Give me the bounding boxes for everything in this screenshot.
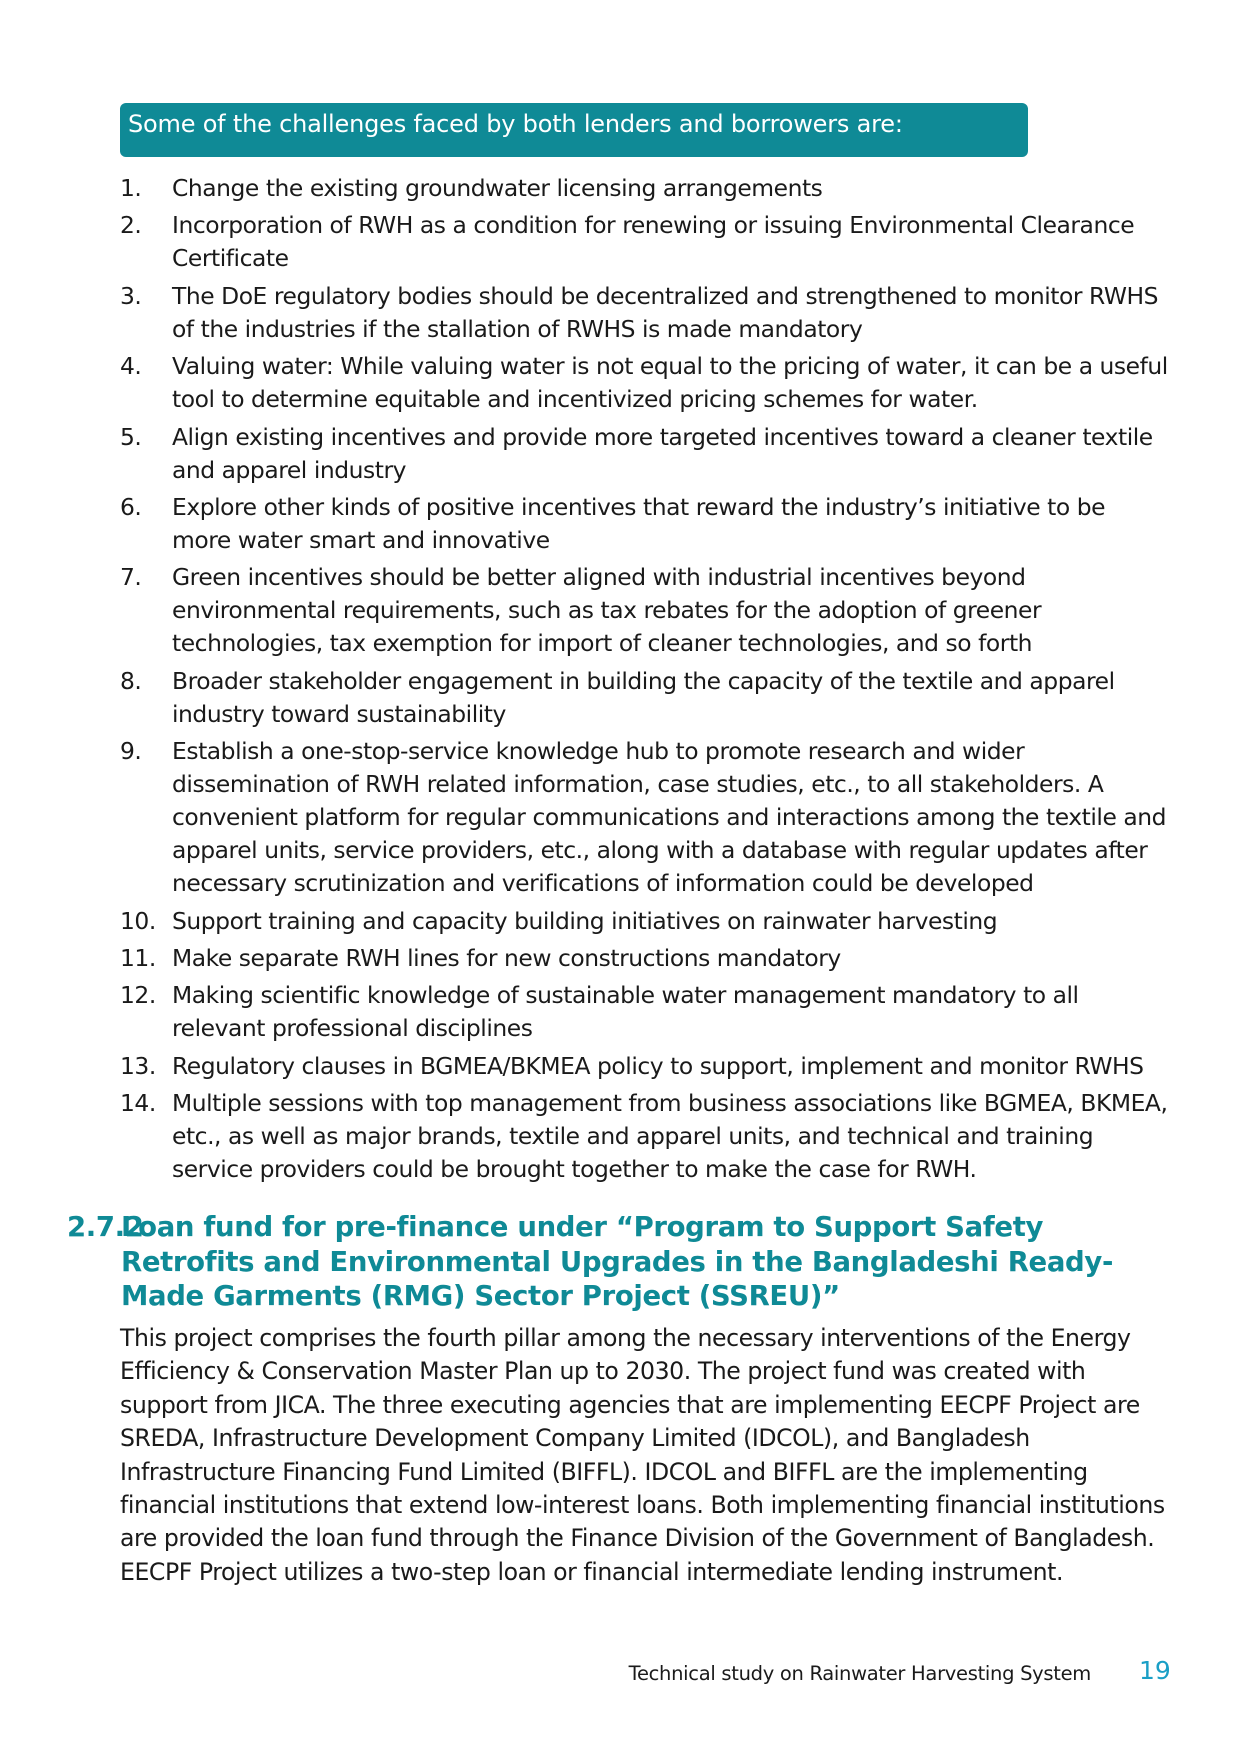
list-item xyxy=(120,1087,1170,1186)
list-item-number: 2. xyxy=(120,211,142,240)
list-item-number: 8. xyxy=(120,666,142,695)
list-item-number: 13. xyxy=(120,1051,156,1080)
list-item xyxy=(120,172,1170,205)
list-item xyxy=(120,905,1170,938)
list-item xyxy=(120,421,1170,487)
list-item-text: Incorporation of RWH as a condition for renewing or issuing Environmental Clearance Certificate xyxy=(172,211,1135,273)
section-heading xyxy=(67,1210,1177,1314)
list-item xyxy=(120,979,1170,1045)
list-item xyxy=(120,561,1170,660)
list-item-text: Regulatory clauses in BGMEA/BKMEA policy to support, implement and monitor RWHS xyxy=(172,1051,1144,1080)
list-item-number: 9. xyxy=(120,737,142,766)
list-item-text: Green incentives should be better aligned with industrial incentives beyond environmental requirements, such as tax rebates for the adoption of greener technologies, tax exemption for import of cleaner technologies, and so forth xyxy=(172,563,1042,658)
page-number: 19 xyxy=(1139,1656,1171,1685)
list-item-text: Explore other kinds of positive incentives that reward the industry’s initiative to be more water smart and innovative xyxy=(172,492,1106,554)
list-item-number: 14. xyxy=(120,1089,156,1118)
section-title: Loan fund for pre-finance under “Program to Support Safety Retrofits and Environmental Upgrades in the Bangladeshi Ready-Made Garments (RMG) Sector Project (SSREU)” xyxy=(121,1211,1114,1312)
footer-title: Technical study on Rainwater Harvesting System xyxy=(628,1662,1091,1685)
list-item-number: 5. xyxy=(120,422,142,451)
list-item-text: Support training and capacity building initiatives on rainwater harvesting xyxy=(172,906,998,935)
body-paragraph: This project comprises the fourth pillar among the necessary interventions of the Energy Efficiency & Conservation Master Plan up to 2030. The project fund was created with support from JICA. The three executing agencies that are implementing EECPF Project are SREDA, Infrastructure Development Company Limited (IDCOL), and Bangladesh Infrastructure Financing Fund Limited (BIFFL). IDCOL and BIFFL are the implementing financial institutions that extend low-interest loans. Both implementing financial institutions are provided the loan fund through the Finance Division of the Government of Bangladesh. EECPF Project utilizes a two-step loan or financial intermediate lending instrument. xyxy=(120,1324,1165,1586)
list-item xyxy=(120,209,1170,275)
challenges-list xyxy=(120,172,1170,1190)
list-item-number: 12. xyxy=(120,981,156,1010)
list-item xyxy=(120,1050,1170,1083)
list-item-text: The DoE regulatory bodies should be decentralized and strengthened to monitor RWHS of the industries if the stallation of RWHS is made mandatory xyxy=(172,281,1159,343)
list-item xyxy=(120,350,1170,416)
list-item-text: Align existing incentives and provide more targeted incentives toward a cleaner textile and apparel industry xyxy=(172,422,1153,484)
list-item-text: Valuing water: While valuing water is not equal to the pricing of water, it can be a useful tool to determine equitable and incentivized pricing schemes for water. xyxy=(172,352,1168,414)
challenges-banner: Some of the challenges faced by both lenders and borrowers are: xyxy=(120,103,1028,157)
list-item-number: 7. xyxy=(120,563,142,592)
list-item-text: Establish a one-stop-service knowledge hub to promote research and wider dissemination of RWH related information, case studies, etc., to all stakeholders. A convenient platform for regular communications and interactions among the textile and apparel units, service providers, etc., along with a database with regular updates after necessary scrutinization and verifications of information could be developed xyxy=(172,737,1167,898)
list-item-number: 4. xyxy=(120,352,142,381)
list-item xyxy=(120,280,1170,346)
list-item-text: Make separate RWH lines for new constructions mandatory xyxy=(172,943,841,972)
list-item-number: 10. xyxy=(120,906,156,935)
list-item xyxy=(120,491,1170,557)
list-item-number: 1. xyxy=(120,174,142,202)
list-item xyxy=(120,665,1170,731)
list-item-text: Multiple sessions with top management from business associations like BGMEA, BKMEA, etc., as well as major brands, textile and apparel units, and technical and training service providers could be brought together to make the case for RWH. xyxy=(172,1089,1168,1184)
list-item-text: Broader stakeholder engagement in building the capacity of the textile and apparel industry toward sustainability xyxy=(172,666,1115,728)
list-item xyxy=(120,735,1170,900)
list-item xyxy=(120,942,1170,975)
list-item-number: 11. xyxy=(120,943,156,972)
list-item-text: Making scientific knowledge of sustainable water management mandatory to all relevant professional disciplines xyxy=(172,981,1079,1043)
list-item-number: 6. xyxy=(120,492,142,521)
list-item-number: 3. xyxy=(120,281,142,310)
list-item-text: Change the existing groundwater licensing arrangements xyxy=(172,174,823,202)
section-number: 2.7.2 xyxy=(67,1211,144,1243)
